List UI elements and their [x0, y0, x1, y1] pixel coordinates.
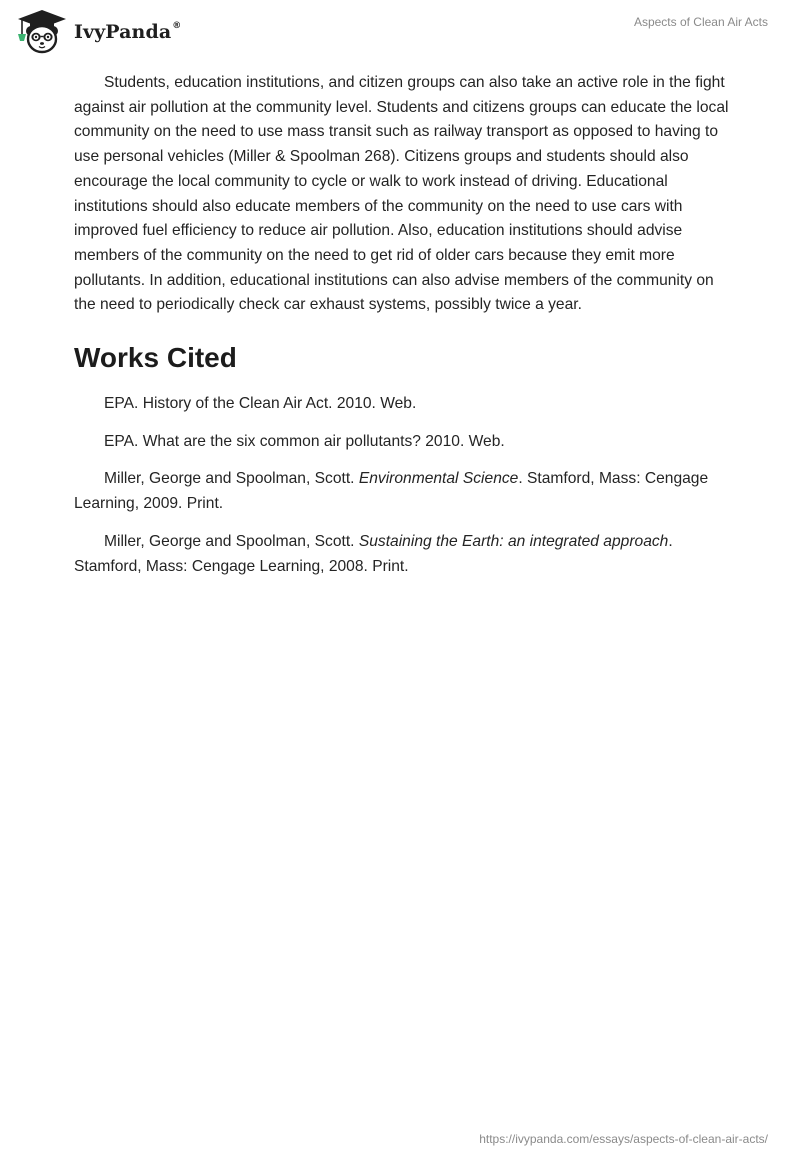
works-cited-list	[74, 392, 734, 579]
essay-content	[74, 71, 734, 592]
citation-entry: EPA. History of the Clean Air Act. 2010. Web.	[104, 395, 417, 413]
panda-graduate-icon	[14, 8, 70, 56]
works-cited-heading: Works Cited	[74, 342, 237, 374]
book-title: Environmental Science	[358, 470, 519, 488]
citation-entry: Miller, George and Spoolman, Scott. Environmental Science. Stamford, Mass: Cengage Learning, 2009. Print.	[74, 470, 709, 513]
book-title: Sustaining the Earth: an integrated approach	[358, 532, 669, 550]
registered-mark: ®	[172, 20, 182, 31]
page-header	[0, 0, 800, 60]
document-title: Aspects of Clean Air Acts	[633, 15, 768, 29]
ivypanda-logo[interactable]	[14, 8, 181, 56]
citation-entry: Miller, George and Spoolman, Scott. Sustaining the Earth: an integrated approach. Stamford, Mass: Cengage Learning, 2008. Print.	[74, 532, 673, 575]
logo-wordmark: IvyPanda®	[74, 20, 182, 43]
source-url[interactable]: https://ivypanda.com/essays/aspects-of-clean-air-acts/	[479, 1132, 768, 1146]
body-paragraph: Students, education institutions, and citizen groups can also take an active role in the fight against air pollution at the community level. Students and citizens groups can educate the local community on the need to use mass transit such as railway transport as opposed to having to use personal vehicles (Miller & Spoolman 268). Citizens groups and students should also encourage the local community to cycle or walk to work instead of driving. Educational institutions should also educate members of the community on the need to use cars with improved fuel efficiency to reduce air pollution. Also, education institutions should advise members of the community on the need to get rid of older cars because they emit more pollutants. In addition, educational institutions can also advise members of the community on the need to periodically check car exhaust systems, possibly twice a year.	[74, 74, 729, 314]
citation-entry: EPA. What are the six common air pollutants? 2010. Web.	[104, 432, 505, 450]
